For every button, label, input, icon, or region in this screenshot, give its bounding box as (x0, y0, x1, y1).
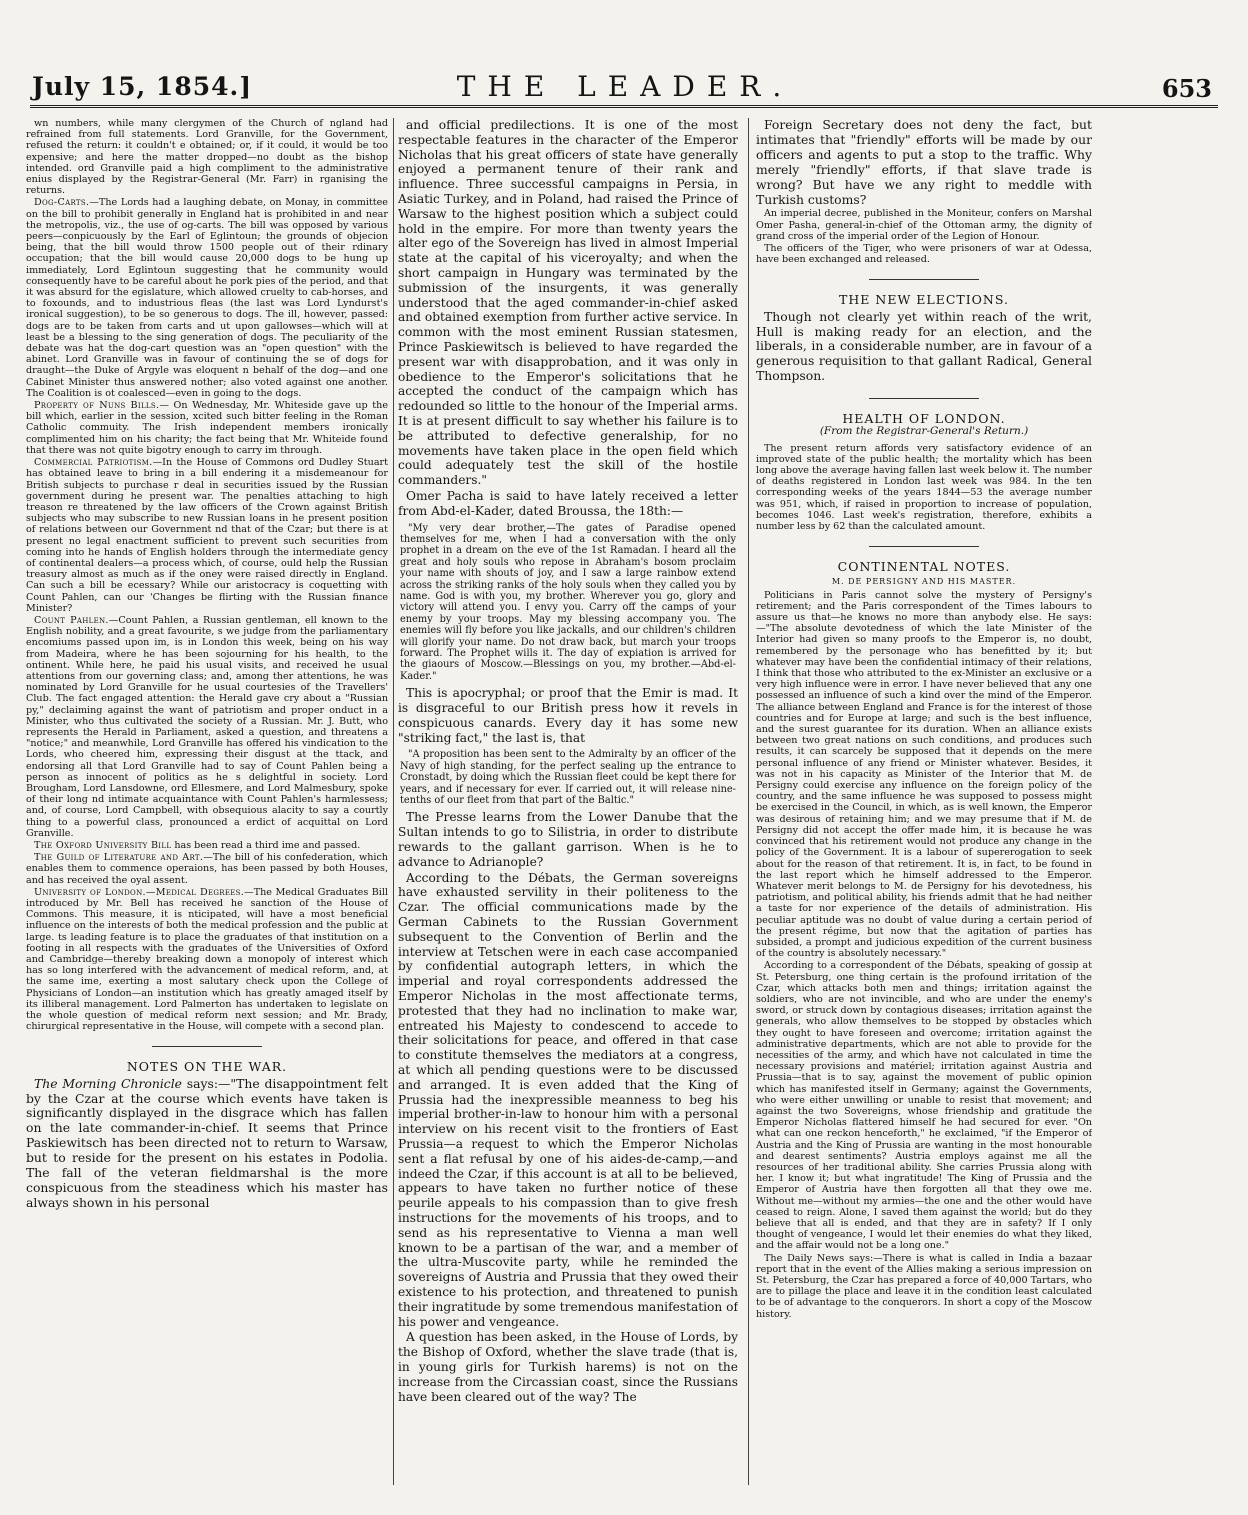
paragraph: This is apocryphal; or proof that the Emir is mad. It is disgraceful to our British press how it revels in conspicuous canards. Every day it has some new "striking fact," the last is, that (398, 686, 738, 745)
column-3 (756, 118, 1092, 1493)
paragraph: The Oxford University Bill has been read a third ime and passed. (34, 840, 361, 851)
column-2 (398, 118, 738, 1493)
section-rule (869, 279, 979, 280)
paragraph-lead: Property of Nuns Bills. (34, 400, 160, 412)
section-heading-continental: CONTINENTAL NOTES. (837, 559, 1011, 575)
quotation: "A proposition has been sent to the Admiralty by an officer of the Navy of high standing, for the perfect sealing up the entrance to Cronstadt, by doing which the Russian fleet could be kept there for years, and if necessary for ever. If carried out, it will release nine-tenths of our fleet from that part of the Baltic." (400, 749, 736, 807)
section-rule (152, 1046, 262, 1047)
page-number: 653 (1161, 74, 1212, 103)
paragraph: The present return affords very satisfactory evidence of an improved state of the public health; the mortality which has been long above the average having fallen last week below it. The number of deaths registered in London last week was 984. In the ten corresponding weeks of the years 1844—53 the average number was 951, which, if raised in proportion to increase of population, becomes 1046. Last week's registration, therefore, exhibits a number less by 62 than the calculated amount. (756, 442, 1092, 533)
paragraph: Though not clearly yet within reach of the writ, Hull is making ready for an election, and the liberals, in a considerable number, are in favour of a generous requisition to that gallant Radical, General Thompson. (756, 308, 1092, 384)
paragraph: Politicians in Paris cannot solve the mystery of Persigny's retirement; and the Paris correspondent of the Times labours to assure us that—he knows no more than anybody else. He says:—"The absolute devotedness of which the late Minister of the Interior had given so many proofs to the Emperor is, no doubt, remembered by the personage who has benefitted by it; but whatever may have been the confidential intimacy of their relations, I think that those who attributed to the ex-Minister an exclusive or a very high influence were in error. I have never believed that any one possessed an influence of such a kind over the mind of the Emperor. The alliance between England and France is for the interest of those countries and for Europe at large; and such is the best influence, and the surest guarantee for its duration. When an alliance exists between two great nations on such conditions, and produces such results, it can scarcely be supposed that it depends on the mere personal influence of any friend or Minister whatever. Besides, it was not in his capacity as Minister of the Interior that M. de Persigny could exercise any influence on the foreign policy of the country, and the same influence he was supposed to possess might be exercised in the Council, in which, as is well known, the Emperor was desirous of retaining him; and we may presume that if M. de Persigny did not accept the offer made him, it is because he was convinced that his retirement would not produce any change in the policy of the Government. It is a labour of supererogation to seek about for the reason of that retirement. It is, in fact, to be found in the last report which he himself addressed to the Emperor. Whatever merit belongs to M. de Persigny for his devotedness, his patriotism, and political ability, his friends admit that he had neither a taste for nor experience of the details of administration. His peculiar aptitude was no doubt of value during a certain period of the present régime, but now that the agitation of parties has subsided, a prompt and judicious expedition of the current business of the country is absolutely necessary." (756, 589, 1092, 960)
section-subheading: M. DE PERSIGNY AND HIS MASTER. (831, 577, 1017, 587)
paragraph: Count Pahlen.—Count Pahlen, a Russian gentleman, ell known to the English nobility, and a great favourite, s we judge from the parliamentary encomiums passed upon im, is in London this week, being on his way from Madeira, where he has been sojourning for his health, to the ontinent. While here, he paid his usual visits, and received he usual attentions from our governing class; and, among ther attentions, he was nominated by Lord Granville for he usual courtesies of the Travellers' Club. The fact engaged attention: the Herald gave cry about a "Russian py," declaiming against the want of patriotism and proper onduct in a Minister, who thus cultivated the society of a Russian. Mr. J. Butt, who represents the Herald in Parliament, asked a question, and threatens a "notice;" and meanwhile, Lord Granville has offered his vindication to the Lords, who cheered him, expressing their disgust at the ttack, and endorsing all that Lord Granville had to say of Count Pahlen being a person as innocent of politics as he s delightful in society. Lord Brougham, Lord Lansdowne, ord Ellesmere, and Lord Malmesbury, spoke of their long nd intimate acquaintance with Count Pahlen's harmlessess; and, of course, Lord Campbell, with obsequious alacity to say a courtly thing to a powerful class, pronounced a erdict of acquittal on Lord Granville. (26, 614, 388, 839)
column-1 (26, 118, 388, 1493)
paragraph: Property of Nuns Bills.— On Wednesday, Mr. Whiteside gave up the bill which, earlier in the session, xcited such bitter feeling in the Roman Catholic commuity. The Irish independent members ironically complimented him on his charity; the fact being that Mr. Whiteide found that there was not quite bigotry enough to carry im through. (26, 400, 388, 456)
paragraph: The Guild of Literature and Art.—The bill of his confederation, which enables them to commence operaions, has been passed by both Houses, and has received the oyal assent. (26, 852, 388, 886)
paragraph-lead: The Oxford University Bill (34, 840, 172, 851)
column-divider (748, 118, 749, 1485)
paragraph: The Presse learns from the Lower Danube that the Sultan intends to go to Silistria, in order to distribute rewards to the gallant garrison. When is he to advance to Adrianople? (398, 810, 738, 869)
paragraph-lead: The Morning Chronicle (34, 1075, 183, 1091)
newspaper-title: THE LEADER. (456, 70, 794, 103)
paragraph-lead: Dog-Carts. (34, 197, 90, 209)
section-heading-health: HEALTH OF LONDON. (842, 411, 1006, 427)
column-divider (393, 118, 394, 1485)
section-rule (869, 398, 979, 399)
issue-date: July 15, 1854.] (32, 72, 253, 101)
paragraph: and official predilections. It is one of the most respectable features in the character of the Emperor Nicholas that his great officers of state have generally enjoyed a permanent tenure of their rank and influence. Three successful campaigns in Persia, in Asiatic Turkey, and in Poland, had raised the Prince of Warsaw to the highest position which a subject could hold in the empire. For more than twenty years the alter ego of the Sovereign has lived in almost Imperial state at the capital of his viceroyalty; and when the short campaign in Hungary was terminated by the submission of the insurgents, it was generally understood that the aged commander-in-chief asked and obtained exemption from further active service. In common with the most eminent Russian statesmen, Prince Paskiewitsch is believed to have regarded the present war with disapprobation, and it was only in obedience to the Emperor's solicitations that he accepted the conduct of the campaign which has redounded so little to the honour of the Imperial arms. It is at present difficult to say whether his failure is to be attributed to defective generalship, for no movements have taken place in the open field which could adequately test the skill of the hostile commanders." (398, 118, 738, 488)
paragraph: A question has been asked, in the House of Lords, by the Bishop of Oxford, whether the slave trade (that is, in young girls for Turkish harems) is not on the increase from the Circassian coast, since the Russians have been cleared out of the way? The (398, 1330, 738, 1404)
paragraph: Commercial Patriotism.—In the House of Commons ord Dudley Stuart has obtained leave to bring in a bill endering it a misdemeanour for British subjects to purchase r deal in securities issued by the Russian government during he present war. The penalties attaching to high treason re threatened by the law officers of the Crown against British subjects who may subscribe to new Russian loans in he present position of relations between our Government nd that of the Czar; but there is at present no legal enactment sufficient to prevent such securities from coming into he hands of English holders through the intermediate gency of continental dealers—a process which, of course, ould help the Russian treasury almost as much as if the oney were raised directly in England. Can such a bill be ecessary? While our aristocracy is coquetting with Count Pahlen, can our 'Changes be flirting with the Russian finance Minister? (26, 457, 388, 614)
paragraph: According to the Débats, the German sovereigns have exhausted servility in their politeness to the Czar. The official communications made by the German Cabinets to the Russian Government subsequent to the Convention of Berlin and the interview at Tetschen were in each case accompanied by confidential autograph letters, in which the imperial and royal correspondents addressed the Emperor Nicholas in the most affectionate terms, protested that they had no inclination to make war, entreated his Majesty to condescend to accede to their solicitations for peace, and offered in that case to constitute themselves the mediators at a congress, at which all pending questions were to be discussed and arranged. It is even added that the King of Prussia had the inexpressible meanness to beg his imperial brother-in-law to honour him with a personal interview on his recent visit to the frontiers of East Prussia—a request to which the Emperor Nicholas sent a flat refusal by one of his aides-de-camp,—and indeed the Czar, if this account is at all to be believed, appears to have taken no further notice of these peurile appeals to his compassion than to give fresh instructions for the movements of his troops, and to send as his representative to Vienna a man well known to be a partisan of the war, and a member of the ultra-Muscovite party, while he reminded the sovereigns of Austria and Prussia that they owed their existence to his protection, and threatened to punish their ingratitude by some tremendous manifestation of his power and vengeance. (398, 870, 738, 1329)
paragraph: The Morning Chronicle says:—"The disappointment felt by the Czar at the course which events have taken is significantly displayed in the disgrace which has fallen on the late commander-in-chief. It seems that Prince Paskiewitsch has been directed not to return to Warsaw, but to reside for the present on his estates in Podolia. The fall of the veteran fieldmarshal is the more conspicuous from the steadiness which his master has always shown in his personal (26, 1075, 388, 1210)
paragraph: The Daily News says:—There is what is called in India a bazaar report that in the event of the Allies making a serious impression on St. Petersburg, the Czar has prepared a force of 40,000 Tartars, who are to pillage the place and leave it in the condition least calculated to be of advantage to the conquerors. In short a copy of the Moscow history. (756, 1252, 1092, 1320)
paragraph: According to a correspondent of the Débats, speaking of gossip at St. Petersburg, one thing certain is the profound irritation of the Czar, which attacks both men and things; irritation against the soldiers, who are not invincible, and who are under the enemy's sword, or struck down by contagious diseases; irritation against the generals, who allow themselves to be stopped by obstacles which they ought to have foreseen and overcome; irritation against the administrative departments, which are not able to provide for the necessities of the army, and which have not calculated in time the necessary provisions and matériel; irritation against Austria and Prussia—that is to say, against the movement of public opinion which has manifested itself in Germany; against the Governments, who were either unwilling or unable to resist that movement; and against the two Sovereigns, whose friendship and gratitude the Emperor Nicholas flattered himself he had secured for ever. "On what can one reckon henceforth," he exclaimed, "if the Emperor of Austria and the King of Prussia are wanting in the most honourable and dearest sentiments? Austria employs against me all the resources of her traditional ability. She carries Prussia along with her. I know it; but what ingratitude! The King of Prussia and the Emperor of Austria have then forgotten all that they owe me. Without me—without my armies—the one and the other would have ceased to reign. Alone, I saved them against the world; but do they believe that all is ended, and that they are in safety? If I only thought of vengeance, I would let their enemies do what they liked, and the affair would not be a long one." (756, 960, 1092, 1252)
section-heading-elections: THE NEW ELECTIONS. (839, 292, 1009, 308)
masthead (26, 70, 1224, 104)
paragraph: Omer Pacha is said to have lately received a letter from Abd-el-Kader, dated Broussa, the 18th:— (398, 488, 738, 518)
paragraph-lead: Count Pahlen. (34, 614, 109, 626)
paragraph-lead: Commercial Patriotism. (34, 457, 153, 469)
paragraph-lead: The Guild of Literature and Art. (34, 852, 204, 864)
quotation: "My very dear brother,—The gates of Paradise opened themselves for me, when I had a conversation with the only prophet in a dream on the eve of the 1st Ramadan. I heard all the great and holy souls who repose in Abraham's bosom proclaim your name with shouts of joy, and I saw a large rainbow extend across the striking ranks of the holy souls when they called you by name. God is with you, my brother. Wherever you go, glory and victory will attend you. I envy you. Carry off the camps of your enemy by your troops. May my blessing accompany you. The enemies will fly before you like jackalls, and our children's children will glorify your name. Do not draw back, but march your troops forward. The Prophet wills it. The day of expiation is arrived for the giaours of Moscow.—Blessings on you, my brother.—Abd-el-Kader." (400, 522, 736, 682)
paragraph: Foreign Secretary does not deny the fact, but intimates that "friendly" efforts will be made by our officers and agents to put a stop to the traffic. Why merely "friendly" efforts, if that slave trade is wrong? But have we any right to meddle with Turkish customs? (756, 118, 1092, 207)
masthead-rule (30, 105, 1218, 109)
paragraph: The officers of the Tiger, who were prisoners of war at Odessa, have been exchanged and released. (756, 243, 1092, 266)
paragraph: An imperial decree, published in the Moniteur, confers on Marshal Omer Pasha, general-in-chief of the Ottoman army, the dignity of grand cross of the imperial order of the Legion of Honour. (756, 208, 1092, 242)
paragraph: Dog-Carts.—The Lords had a laughing debate, on Monay, in committee on the bill to prohibit generally in England hat is prohibited in and near the metropolis, viz., the use of og-carts. The bill was opposed by various peers—conpicuously by the Earl of Eglintoun; the grounds of objecion being, that the bill would throw 1500 people out of their rdinary occupation; that the bill would cause 20,000 dogs to be hung up immediately, Lord Eglintoun suggesting that he community would consequently have to be careful about he pork pies of the period, and that it was absurd for the egislature, which allowed cruelty to cab-horses, and to foxounds, and to industrious fleas (the last was Lord Lyndurst's ironical suggestion), to be so generous to dogs. The ill, however, passed: dogs are to be taken from carts and ut upon gallowses—which will at least be a blessing to the sing generation of dogs. The peculiarity of the debate was hat the dog-cart question was an "open question" with the abinet. Lord Granville was in favour of continuing the se of dogs for draught—the Duke of Argyle was eloquent n behalf of the dog—and one Cabinet Minister thus answered nother; also voted against one another. The Coalition is ot coalesced—even in going to the dogs. (26, 197, 388, 399)
paragraph: University of London.—Medical Degrees.—The Medical Graduates Bill introduced by Mr. Bell has received he sanction of the House of Commons. This measure, it is nticipated, will have a most beneficial influence on the interests of both the medical profession and the public at large. ts leading feature is to place the graduates of that institution on a footing in all respects with the graduates of the Universities of Oxford and Cambridge—thereby breaking down a monopoly of interest which has so long interfered with the advancement of medical reform, and, at the same ime, exerting a most salutary check upon the College of Physicians of London—an institution which has greatly amaged itself by its illiberal management. Lord Palmerton has undertaken to legislate on the whole question of medical reform next session; and Mr. Brady, chirurgical representative in the House, will compete with a second plan. (26, 886, 388, 1033)
section-subheading: (From the Registrar-General's Return.) (819, 425, 1029, 438)
section-heading-war: NOTES ON THE WAR. (126, 1059, 288, 1075)
paragraph-lead: University of London.—Medical Degrees. (34, 886, 245, 898)
section-rule (869, 546, 979, 547)
paragraph: wn numbers, while many clergymen of the Church of ngland had refrained from full statements. Lord Granville, for the Government, refused the return: it couldn't e obtained; or, if it could, it would be too expensive; and here the matter dropped—no doubt as the bishop intended. ord Granville paid a high compliment to the administrative enius displayed by the Registrar-General (Mr. Farr) in rganising the returns. (26, 118, 388, 197)
